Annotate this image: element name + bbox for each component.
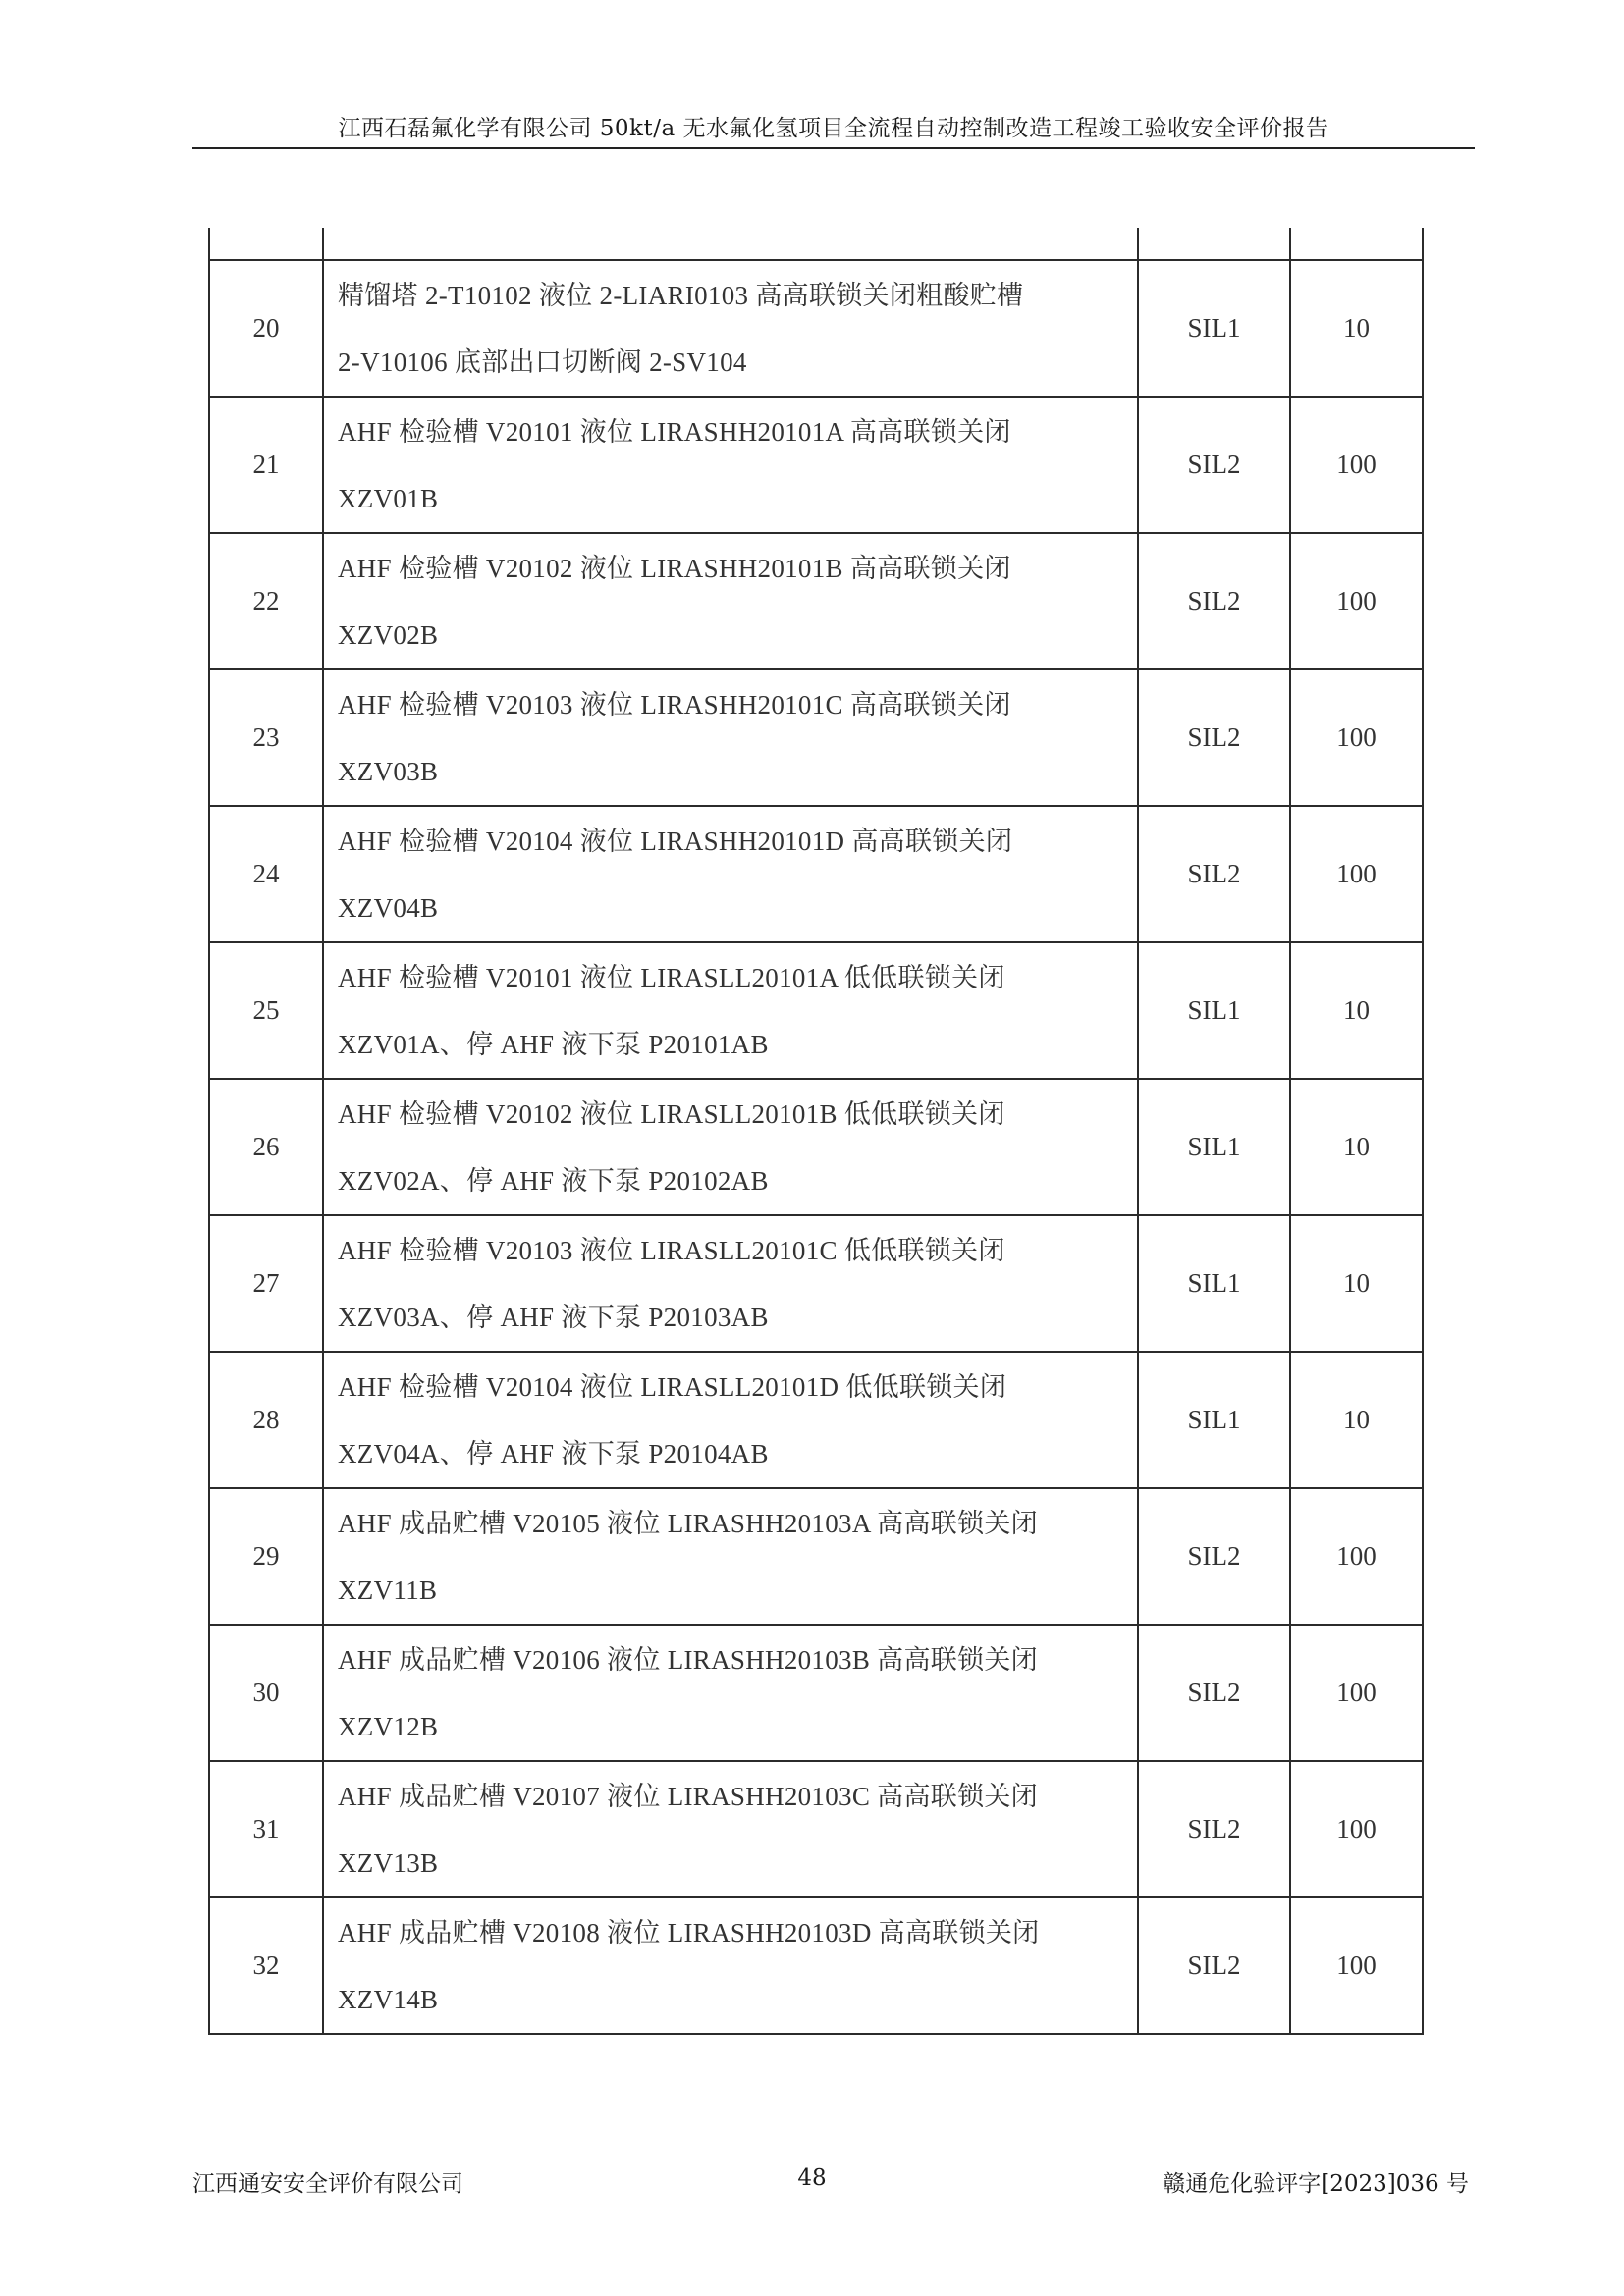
row-risk-reduction-factor: 100 [1290,397,1423,533]
description-line-1: AHF 检验槽 V20102 液位 LIRASHH20101B 高高联锁关闭 [338,553,1011,583]
row-number: 29 [209,1488,323,1625]
row-sil-level: SIL2 [1138,1761,1290,1897]
row-description [323,942,1138,1079]
row-description [323,1215,1138,1352]
table-row [209,669,1423,806]
table-row [209,397,1423,533]
row-number: 22 [209,533,323,669]
row-risk-reduction-factor: 100 [1290,533,1423,669]
row-sil-level: SIL1 [1138,1215,1290,1352]
description-line-1: AHF 成品贮槽 V20105 液位 LIRASHH20103A 高高联锁关闭 [338,1508,1038,1538]
row-number: 25 [209,942,323,1079]
row-risk-reduction-factor: 100 [1290,669,1423,806]
table-body [209,228,1423,2034]
row-description [323,1625,1138,1761]
description-line-1: AHF 检验槽 V20104 液位 LIRASLL20101D 低低联锁关闭 [338,1371,1007,1402]
row-sil-level: SIL1 [1138,942,1290,1079]
row-number: 28 [209,1352,323,1488]
row-sil-level: SIL1 [1138,1352,1290,1488]
description-line-2: XZV13B [338,1847,439,1878]
description-line-1: AHF 检验槽 V20101 液位 LIRASHH20101A 高高联锁关闭 [338,416,1011,447]
row-risk-reduction-factor: 10 [1290,1215,1423,1352]
row-sil-level: SIL2 [1138,1488,1290,1625]
description-line-1: 精馏塔 2-T10102 液位 2-LIARI0103 高高联锁关闭粗酸贮槽 [338,280,1024,310]
description-line-1: AHF 检验槽 V20104 液位 LIRASHH20101D 高高联锁关闭 [338,826,1013,856]
row-description [323,1079,1138,1215]
row-risk-reduction-factor: 100 [1290,806,1423,942]
header-divider [192,147,1475,149]
description-line-2: XZV04B [338,892,439,923]
row-risk-reduction-factor: 100 [1290,1488,1423,1625]
description-line-2: XZV14B [338,1984,439,2014]
description-line-2: XZV03A、停 AHF 液下泵 P20103AB [338,1302,769,1332]
description-line-1: AHF 检验槽 V20103 液位 LIRASHH20101C 高高联锁关闭 [338,689,1011,720]
row-number: 26 [209,1079,323,1215]
page-header-title: 江西石磊氟化学有限公司 50kt/a 无水氟化氢项目全流程自动控制改造工程竣工验收安全评价报告 [338,116,1329,141]
row-number: 20 [209,260,323,397]
row-risk-reduction-factor: 100 [1290,1761,1423,1897]
table-row [209,260,1423,397]
description-line-2: XZV01B [338,483,439,513]
row-number: 23 [209,669,323,806]
row-sil-level: SIL2 [1138,533,1290,669]
row-sil-level: SIL1 [1138,260,1290,397]
description-line-2: XZV12B [338,1711,439,1741]
description-line-2: XZV02B [338,619,439,650]
row-risk-reduction-factor: 100 [1290,1625,1423,1761]
table-row [209,533,1423,669]
row-risk-reduction-factor: 10 [1290,1079,1423,1215]
row-description [323,260,1138,397]
row-risk-reduction-factor: 10 [1290,260,1423,397]
row-number: 27 [209,1215,323,1352]
row-description [323,806,1138,942]
row-sil-level: SIL1 [1138,1079,1290,1215]
description-line-1: AHF 检验槽 V20101 液位 LIRASLL20101A 低低联锁关闭 [338,962,1005,992]
description-line-1: AHF 成品贮槽 V20107 液位 LIRASHH20103C 高高联锁关闭 [338,1781,1038,1811]
description-line-2: XZV11B [338,1575,438,1605]
footer-company: 江西通安安全评价有限公司 [192,2171,463,2197]
description-line-2: 2-V10106 底部出口切断阀 2-SV104 [338,347,747,377]
description-line-1: AHF 检验槽 V20102 液位 LIRASLL20101B 低低联锁关闭 [338,1098,1005,1129]
row-number: 30 [209,1625,323,1761]
description-line-2: XZV03B [338,756,439,786]
row-number: 21 [209,397,323,533]
row-risk-reduction-factor: 10 [1290,942,1423,1079]
table-continuation-row [209,228,1423,260]
table-row [209,1488,1423,1625]
row-risk-reduction-factor: 10 [1290,1352,1423,1488]
row-sil-level: SIL2 [1138,806,1290,942]
row-number: 24 [209,806,323,942]
description-line-1: AHF 成品贮槽 V20108 液位 LIRASHH20103D 高高联锁关闭 [338,1917,1040,1948]
row-description [323,1352,1138,1488]
footer-report-number: 赣通危化验评字[2023]036 号 [1163,2171,1469,2197]
row-number: 31 [209,1761,323,1897]
row-description [323,1897,1138,2034]
row-sil-level: SIL2 [1138,1625,1290,1761]
row-number: 32 [209,1897,323,2034]
table-row [209,1625,1423,1761]
description-line-1: AHF 检验槽 V20103 液位 LIRASLL20101C 低低联锁关闭 [338,1235,1005,1265]
table-row [209,1079,1423,1215]
description-line-1: AHF 成品贮槽 V20106 液位 LIRASHH20103B 高高联锁关闭 [338,1644,1038,1675]
footer-page-number: 48 [797,2165,827,2191]
table-row [209,1215,1423,1352]
table-row [209,942,1423,1079]
table-row [209,806,1423,942]
row-description [323,1761,1138,1897]
description-line-2: XZV01A、停 AHF 液下泵 P20101AB [338,1029,769,1059]
row-description [323,669,1138,806]
row-sil-level: SIL2 [1138,669,1290,806]
table-row [209,1352,1423,1488]
row-description [323,397,1138,533]
row-risk-reduction-factor: 100 [1290,1897,1423,2034]
sil-assessment-table [208,228,1424,2035]
row-description [323,1488,1138,1625]
row-sil-level: SIL2 [1138,1897,1290,2034]
table-row [209,1897,1423,2034]
description-line-2: XZV04A、停 AHF 液下泵 P20104AB [338,1438,769,1468]
row-description [323,533,1138,669]
description-line-2: XZV02A、停 AHF 液下泵 P20102AB [338,1165,769,1196]
row-sil-level: SIL2 [1138,397,1290,533]
table-row [209,1761,1423,1897]
